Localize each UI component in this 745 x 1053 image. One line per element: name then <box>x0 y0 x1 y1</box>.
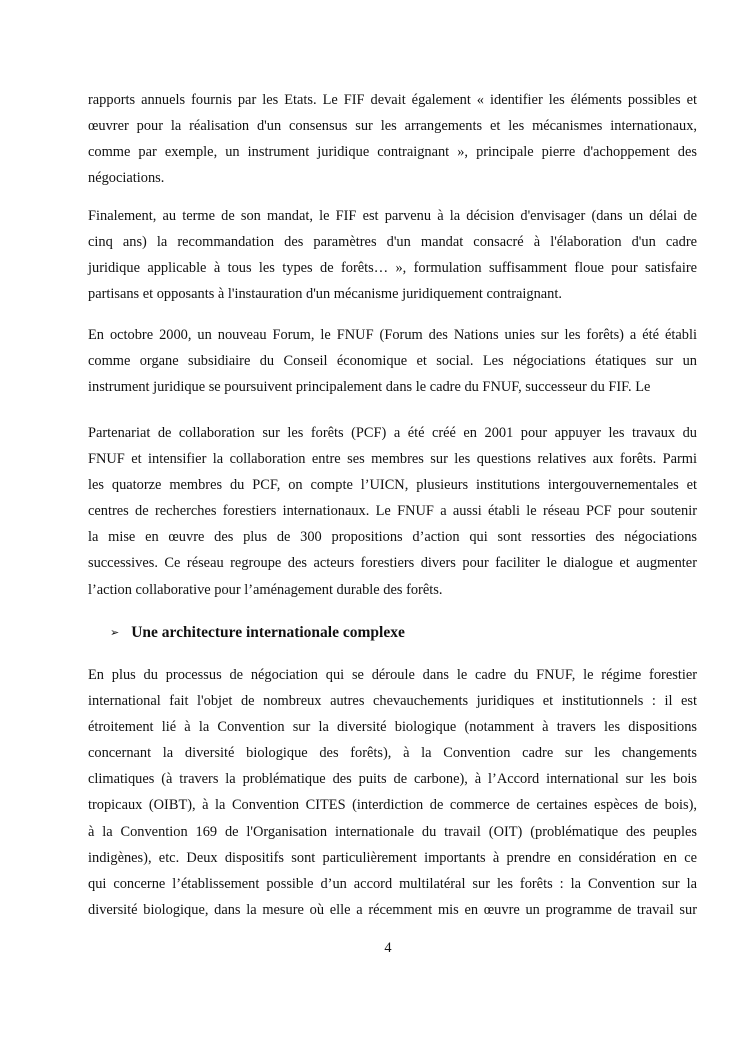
paragraph-5 <box>88 662 697 923</box>
page-number: 4 <box>384 940 392 956</box>
section-heading <box>110 620 405 647</box>
text-line: les quatorze membres du PCF, on compte l’UICN, plusieurs institutions intergouvernementales et <box>88 477 697 494</box>
text-line: Partenariat de collaboration sur les forêts (PCF) a été créé en 2001 pour appuyer les travaux du <box>88 425 697 441</box>
text-line: climatiques (à travers la problématique des puits de carbone), à l’Accord international sur les bois <box>88 771 697 788</box>
text-line: cinq ans) la recommandation des paramètres d'un mandat consacré à l'élaboration d'un cadre <box>88 234 697 250</box>
text-line: étroitement lié à la Convention sur la diversité biologique (notamment à travers les dispositions <box>88 719 697 736</box>
text-line: rapports annuels fournis par les Etats. Le FIF devait également « identifier les éléments possibles et <box>88 92 697 108</box>
text-line: négociations. <box>88 170 165 186</box>
text-line: juridique applicable à tous les types de forêts… », formulation suffisamment floue pour satisfaire <box>88 260 697 276</box>
text-line: qui concerne l’établissement possible d’un accord multilatéral sur les forêts : la Convention sur la <box>88 875 697 892</box>
paragraph-1 <box>88 87 697 191</box>
text-line: l’action collaborative pour l’aménagement durable des forêts. <box>88 581 443 598</box>
text-line: FNUF et intensifier la collaboration entre ses membres sur les questions relatives aux forêts. Parmi <box>88 451 697 468</box>
text-line: la mise en œuvre des plus de 300 propositions d’action qui sont ressorties des négociations <box>88 529 697 546</box>
text-line: successives. Ce réseau regroupe des acteurs forestiers divers pour faciliter le dialogue et augmenter <box>88 555 697 572</box>
text-line: comme par exemple, un instrument juridique contraignant », principale pierre d'achoppement des <box>88 144 697 160</box>
text-line: à la Convention 169 de l'Organisation internationale du travail (OIT) (problématique des peuples <box>88 823 697 840</box>
paragraph-3 <box>88 322 697 400</box>
section-heading-text: Une architecture internationale complexe <box>131 624 405 641</box>
text-line: instrument juridique se poursuivent principalement dans le cadre du FNUF, successeur du FIF. Le <box>88 379 651 395</box>
text-line: centres de recherches forestiers internationaux. Le FNUF a aussi établi le réseau PCF pour soutenir <box>88 503 697 520</box>
text-line: concernant la diversité biologique des forêts), à la Convention cadre sur les changements <box>88 745 697 762</box>
text-line: comme organe subsidiaire du Conseil économique et social. Les négociations étatiques sur un <box>88 353 697 369</box>
paragraph-4 <box>88 420 697 603</box>
paragraph-2 <box>88 203 697 307</box>
arrow-bullet-icon: ➢ <box>110 627 120 639</box>
text-line: partisans et opposants à l'instauration d'un mécanisme juridiquement contraignant. <box>88 286 562 302</box>
text-line: diversité biologique, dans la mesure où elle a récemment mis en œuvre un programme de travail sur <box>88 901 697 918</box>
text-line: En octobre 2000, un nouveau Forum, le FNUF (Forum des Nations unies sur les forêts) a été établi <box>88 327 697 343</box>
text-line: Finalement, au terme de son mandat, le FIF est parvenu à la décision d'envisager (dans un délai de <box>88 208 697 224</box>
text-line: En plus du processus de négociation qui se déroule dans le cadre du FNUF, le régime forestier <box>88 667 697 683</box>
text-line: international fait l'objet de nombreux autres chevauchements juridiques et institutionnels : il est <box>88 693 697 710</box>
text-line: tropicaux (OIBT), à la Convention CITES (interdiction de commerce de certaines espèces de bois), <box>88 797 697 814</box>
text-line: œuvrer pour la réalisation d'un consensus sur les arrangements et les mécanismes internationaux, <box>88 118 697 134</box>
text-line: indigènes), etc. Deux dispositifs sont particulièrement importants à prendre en considération en ce <box>88 849 697 866</box>
